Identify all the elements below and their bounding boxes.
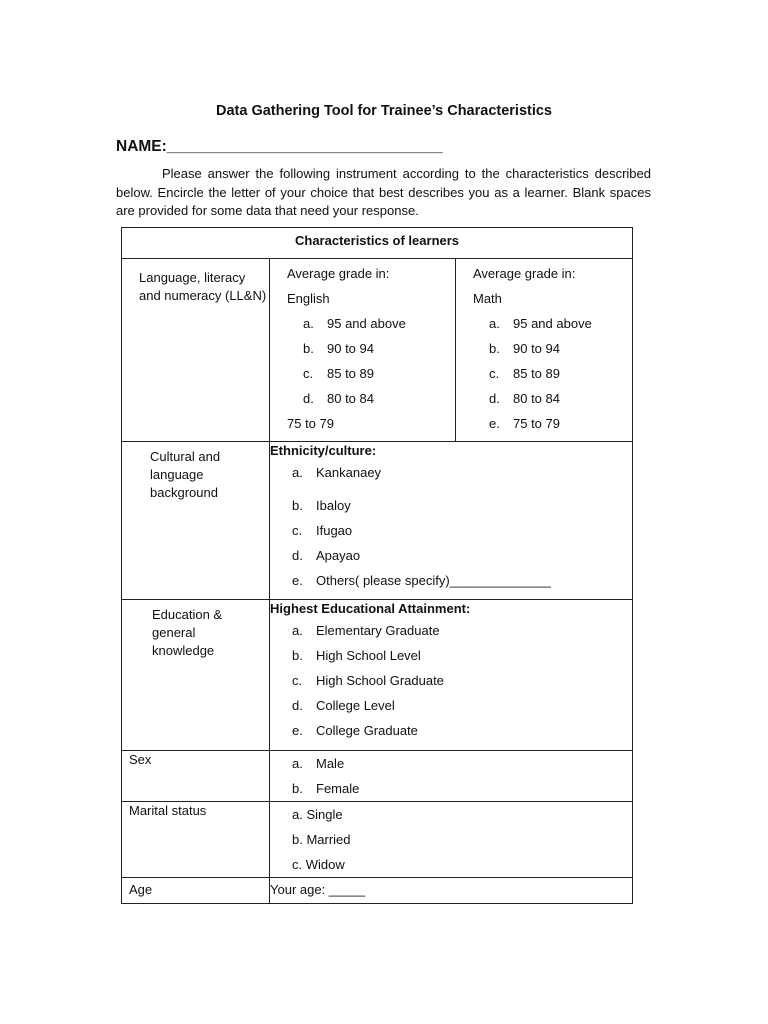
option-letter: b. xyxy=(292,648,303,663)
english-option[interactable] xyxy=(281,361,455,386)
table-header: Characteristics of learners xyxy=(122,228,633,259)
marital-option[interactable]: a. Single xyxy=(292,807,343,822)
math-option[interactable] xyxy=(467,361,632,386)
option-text: Apayao xyxy=(316,548,361,563)
option-letter: e. xyxy=(292,723,303,738)
option-letter: b. xyxy=(489,341,500,356)
option-letter: b. xyxy=(303,341,314,356)
english-options xyxy=(281,311,455,411)
english-option[interactable] xyxy=(281,336,455,361)
option-text: College Graduate xyxy=(316,723,418,738)
option-text: 95 and above xyxy=(513,316,592,331)
option-letter: a. xyxy=(292,623,303,638)
education-option[interactable] xyxy=(270,718,632,743)
option-letter: d. xyxy=(292,548,303,563)
sex-options xyxy=(270,751,632,801)
option-letter: d. xyxy=(303,391,314,406)
option-text: 85 to 89 xyxy=(513,366,560,381)
name-field-label: NAME:________________________________ xyxy=(116,138,443,155)
marital-option[interactable]: c. Widow xyxy=(292,857,345,872)
option-letter: b. xyxy=(292,498,303,513)
education-cell xyxy=(270,600,633,751)
option-text: 90 to 94 xyxy=(513,341,560,356)
math-option[interactable] xyxy=(467,386,632,411)
marital-options xyxy=(270,802,632,877)
instructions-text: Please answer the following instrument according to the characteristics described below. Encircle the letter of your choice that best describes you as a learner. Blank spaces are provided for some data that need your response. xyxy=(116,166,651,218)
document-title: Data Gathering Tool for Trainee’s Characteristics xyxy=(215,103,552,119)
option-letter: c. xyxy=(292,673,303,688)
option-text: 85 to 89 xyxy=(327,366,374,381)
ethnicity-options xyxy=(270,460,632,593)
english-option[interactable] xyxy=(281,386,455,411)
option-letter: c. xyxy=(303,366,314,381)
instructions xyxy=(116,165,651,221)
option-letter: a. xyxy=(292,465,303,480)
math-subject: Math xyxy=(473,291,502,306)
option-text: Elementary Graduate xyxy=(316,623,440,638)
ethnicity-option[interactable] xyxy=(270,493,632,518)
option-letter: b. xyxy=(292,781,303,796)
english-grade-cell xyxy=(270,259,456,442)
english-option[interactable] xyxy=(281,311,455,336)
option-text: 75 to 79 xyxy=(513,416,560,431)
education-heading: Highest Educational Attainment: xyxy=(270,601,471,616)
option-text: 95 and above xyxy=(327,316,406,331)
english-subject: English xyxy=(287,291,330,306)
sex-cell xyxy=(270,751,633,802)
english-heading: Average grade in: xyxy=(287,266,390,281)
option-text: Others( please specify)______________ xyxy=(316,573,551,588)
math-options xyxy=(467,311,632,436)
row-label-marital: Marital status xyxy=(122,802,270,878)
option-text: Ibaloy xyxy=(316,498,351,513)
row-label-education: Education & general knowledge xyxy=(122,600,270,751)
math-heading: Average grade in: xyxy=(473,266,576,281)
sex-option[interactable] xyxy=(270,751,632,776)
option-letter: e. xyxy=(292,573,303,588)
option-text: Kankanaey xyxy=(316,465,382,480)
row-label-lln: Language, literacy and numeracy (LL&N) xyxy=(122,259,270,442)
row-label-culture: Cultural and language background xyxy=(122,442,270,600)
education-options xyxy=(270,618,632,743)
option-letter: e. xyxy=(489,416,500,431)
ethnicity-option[interactable] xyxy=(270,543,632,568)
math-option[interactable] xyxy=(467,336,632,361)
option-text: High School Graduate xyxy=(316,673,444,688)
option-text: Male xyxy=(316,756,345,771)
option-letter: c. xyxy=(489,366,500,381)
math-option[interactable] xyxy=(467,411,632,436)
age-field: Your age: _____ xyxy=(270,882,365,897)
option-text: High School Level xyxy=(316,648,421,663)
option-text: Ifugao xyxy=(316,523,353,538)
education-option[interactable] xyxy=(270,693,632,718)
ethnicity-option[interactable] xyxy=(270,518,632,543)
characteristics-table xyxy=(121,227,633,904)
math-grade-cell xyxy=(456,259,633,442)
option-text: 80 to 84 xyxy=(327,391,374,406)
math-option[interactable] xyxy=(467,311,632,336)
option-letter: a. xyxy=(303,316,314,331)
option-text: 90 to 94 xyxy=(327,341,374,356)
education-option[interactable] xyxy=(270,643,632,668)
ethnicity-cell xyxy=(270,442,633,600)
option-letter: d. xyxy=(489,391,500,406)
age-cell xyxy=(270,878,633,904)
option-letter: a. xyxy=(489,316,500,331)
option-text: Female xyxy=(316,781,360,796)
sex-option[interactable] xyxy=(270,776,632,801)
row-label-sex: Sex xyxy=(122,751,270,802)
english-option-last: 75 to 79 xyxy=(287,416,334,431)
marital-option[interactable]: b. Married xyxy=(292,832,351,847)
ethnicity-option[interactable] xyxy=(270,568,632,593)
row-label-age: Age xyxy=(122,878,270,904)
option-letter: d. xyxy=(292,698,303,713)
education-option[interactable] xyxy=(270,618,632,643)
marital-cell xyxy=(270,802,633,878)
ethnicity-heading: Ethnicity/culture: xyxy=(270,443,377,458)
option-text: College Level xyxy=(316,698,395,713)
option-letter: c. xyxy=(292,523,303,538)
ethnicity-option[interactable] xyxy=(270,460,632,485)
option-text: 80 to 84 xyxy=(513,391,560,406)
education-option[interactable] xyxy=(270,668,632,693)
option-letter: a. xyxy=(292,756,303,771)
